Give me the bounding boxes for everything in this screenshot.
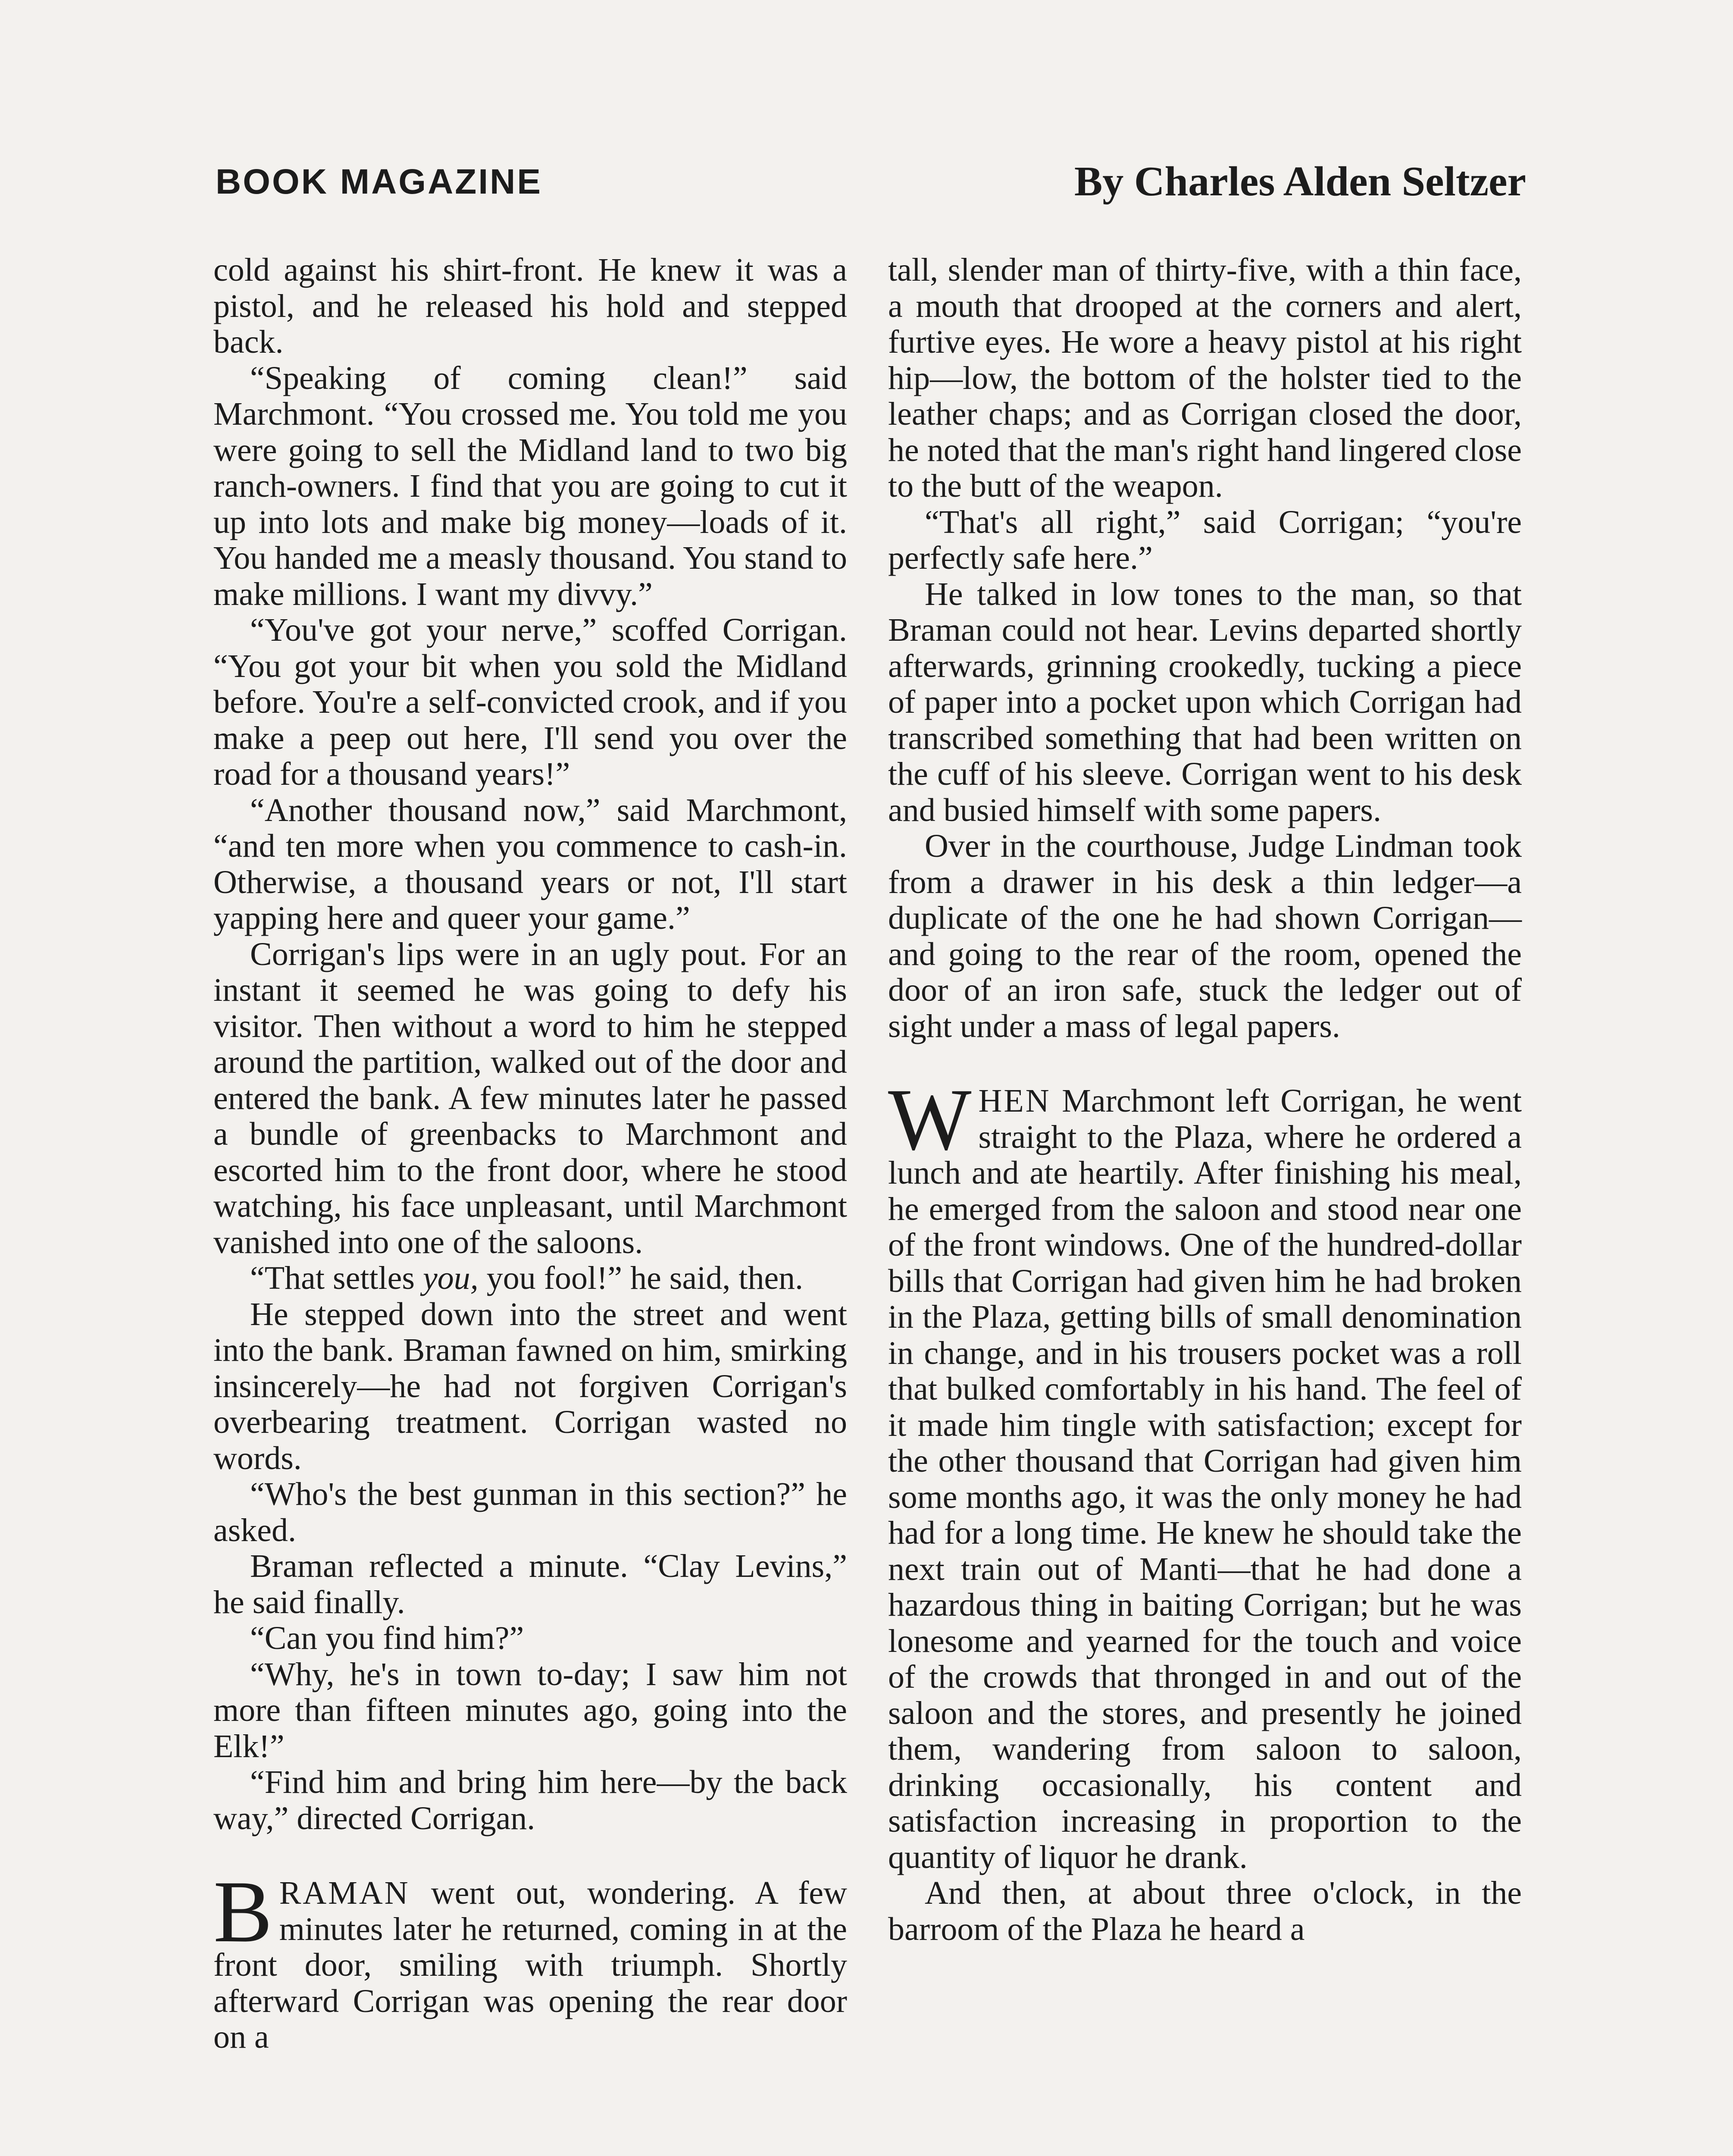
paragraph: “Can you find him?” [250, 1620, 524, 1656]
paragraph: “You've got your nerve,” scoffed Corrigan. “You got your bit when you sold the Midland before. You're a self-convicted crook, and if you make a peep out here, I'll send you over the road for a thousand years!” [213, 612, 847, 792]
paragraph: He talked in low tones to the man, so that Braman could not hear. Levins departed shortly afterwards, grinning crookedly, tucking a piece of paper into a pocket upon which Corrigan had transcribed something that had been written on the cuff of his sleeve. Corrigan went to his desk and busied himself with some papers. [888, 576, 1522, 828]
text-run: went out, wondering. A few minutes later he returned, coming in at the front door, smiling with triumph. Shortly afterward Corrigan was opening the rear door on a [213, 1875, 847, 2055]
paragraph: “Who's the best gunman in this section?” he asked. [213, 1476, 847, 1548]
text-run: Marchmont left Corrigan, he went straight to the Plaza, where he ordered a lunch and ate heartily. After finishing his meal, he emerged from the saloon and stood near one of the front windows. One of the hundred-dollar bills that Corrigan had given him he had broken in the Plaza, getting bills of small denomination in change, and in his trousers pocket was a roll that bulked comfortably in his hand. The feel of it made him tingle with satisfaction; except for the other thousand that Corrigan had given him some months ago, it was the only money he had had for a long time. He knew he should take the next train out of Manti—that he had done a hazardous thing in baiting Corrigan; but he was lonesome and yearned for the touch and voice of the crowds that thronged in and out of the saloon and the stores, and presently he joined them, wandering from saloon to saloon, drinking occasionally, his content and satisfaction increasing in proportion to the quantity of liquor he drank. [888, 1083, 1522, 1875]
left-column [213, 252, 847, 2056]
paragraph: “That's all right,” said Corrigan; “you're perfectly safe here.” [888, 504, 1522, 576]
section-break [213, 1836, 847, 1875]
section-break [888, 1044, 1522, 1083]
paragraph: “Another thousand now,” said Marchmont, “and ten more when you commence to cash-in. Otherwise, a thousand years or not, I'll start yapping here and queer your game.” [213, 792, 847, 936]
text-run: “That settles [250, 1260, 423, 1296]
paragraph: He stepped down into the street and went into the bank. Braman fawned on him, smirking insincerely—he had not forgiven Corrigan's overbearing treatment. Corrigan wasted no words. [213, 1296, 847, 1476]
drop-cap: B [213, 1863, 272, 1961]
text-run: you fool!” he said, then. [478, 1260, 804, 1296]
running-title: BOOK MAGAZINE [216, 162, 543, 201]
dropcap-paragraph [888, 1071, 1522, 1875]
page-header [216, 153, 1526, 218]
paragraph: Braman reflected a minute. “Clay Levins,” he said finally. [213, 1548, 847, 1620]
paragraph: “Speaking of coming clean!” said Marchmont. “You crossed me. You told me you were going to sell the Midland land to two big ranch-owners. I find that you are going to cut it up into lots and make big money—loads of it. You handed me a measly thousand. You stand to make millions. I want my divvy.” [213, 360, 848, 612]
dropcap-paragraph [213, 1863, 847, 2056]
right-column [888, 252, 1522, 1947]
small-caps-text: HEN [978, 1083, 1051, 1119]
paragraph: And then, at about three o'clock, in the barroom of the Plaza he heard a [888, 1875, 1522, 1947]
paragraph [213, 1260, 847, 1297]
paragraph: tall, slender man of thirty-five, with a thin face, a mouth that drooped at the corners and alert, furtive eyes. He wore a heavy pistol at his right hip—low, the bottom of the holster tied to the leather chaps; and as Corrigan closed the door, he noted that the man's right hand lingered close to the butt of the weapon. [888, 252, 1522, 504]
drop-cap: W [888, 1071, 972, 1169]
paragraph: Over in the courthouse, Judge Lindman took from a drawer in his desk a thin ledger—a duplicate of the one he had shown Corrigan—and going to the rear of the room, opened the door of an iron safe, stuck the ledger out of sight under a mass of legal papers. [888, 828, 1522, 1044]
paragraph: “Find him and bring him here—by the back way,” directed Corrigan. [213, 1764, 847, 1836]
paragraph: “Why, he's in town to-day; I saw him not more than fifteen minutes ago, going into the Elk!” [213, 1656, 847, 1764]
paragraph: cold against his shirt-front. He knew it was a pistol, and he released his hold and stepped back. [213, 252, 847, 360]
small-caps-text: RAMAN [279, 1875, 410, 1911]
paragraph: Corrigan's lips were in an ugly pout. For an instant it seemed he was going to defy his visitor. Then without a word to him he stepped around the partition, walked out of the door and entered the bank. A few minutes later he passed a bundle of greenbacks to Marchmont and escorted him to the front door, where he stood watching, his face unpleasant, until Marchmont vanished into one of the saloons. [213, 936, 847, 1260]
emphasis-text: you, [422, 1260, 479, 1296]
author-byline: By Charles Alden Seltzer [1074, 158, 1526, 205]
